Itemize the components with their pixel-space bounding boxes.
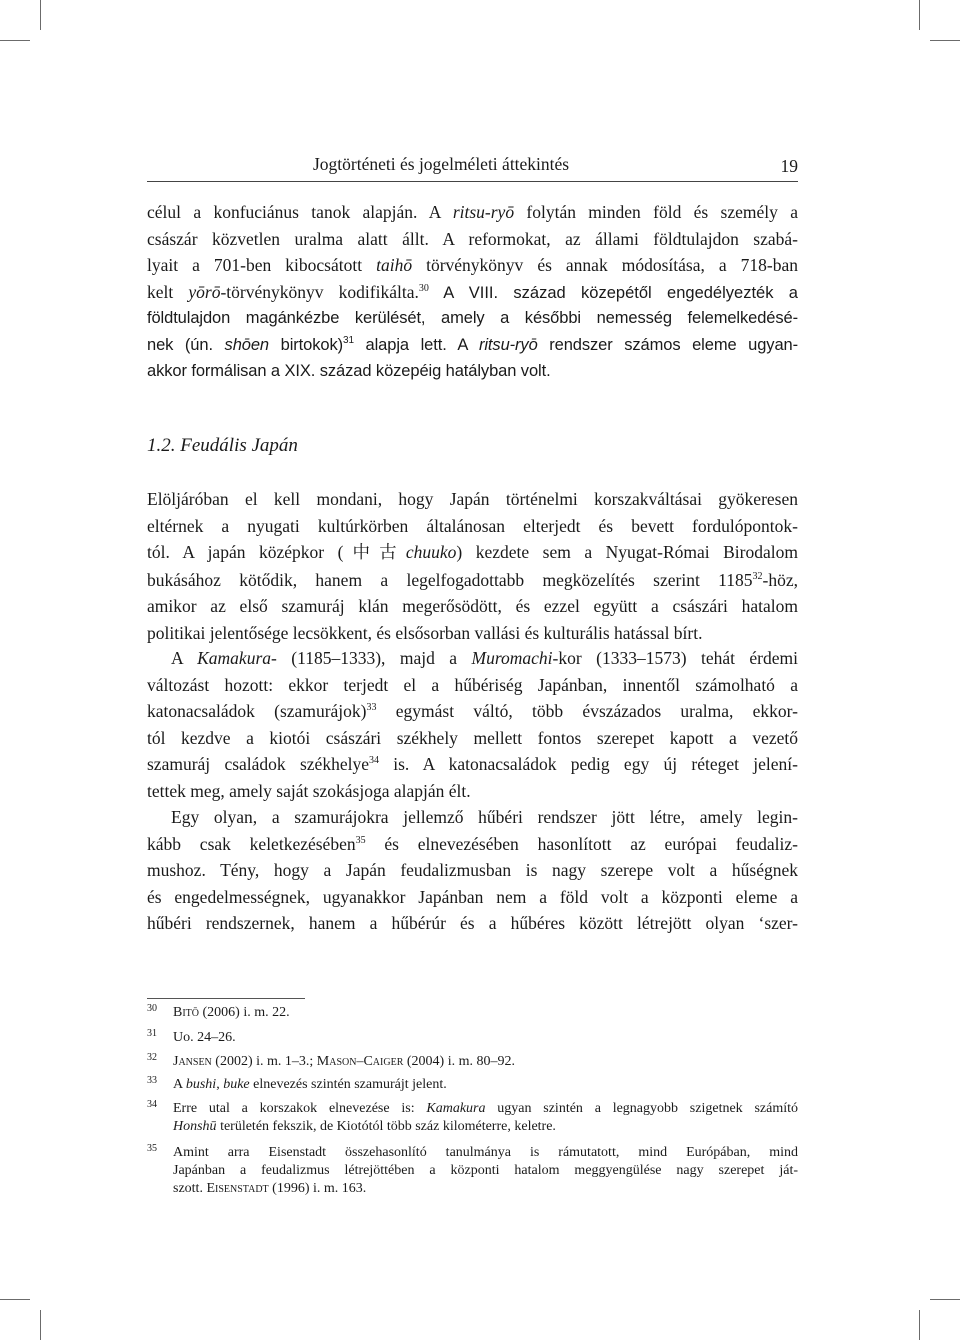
text-line: nek (ún. shōen birtokok)$^{31}$ alapja lett. A ritsu-ryō rendszer számos eleme ugyan- (147, 334, 798, 354)
text-line: amikor az első szamuráj klán megerősödött, és ezzel együtt a császári hatalom (147, 596, 798, 616)
text-line: császár közvetlen uralma alatt állt. A reformokat, az állami földtulajdon szabá- (147, 228, 798, 249)
text-line: kelt yōrō-törvénykönyv kodifikálta.$^{30}$ A VIII. század közepétől engedélyezték a (147, 281, 798, 302)
text-line: kább csak keletkezésében$^{35}$ és elnevezésében hasonlított az európai feudaliz- (147, 833, 798, 854)
text-line: akkor formálisan a XIX. század közepéig hatályban volt. (147, 362, 551, 380)
footnote-ref: 31 (343, 334, 354, 346)
text-line: bukásához kötődik, hanem a legelfogadottabb megközelítés szerint 1185$^{32}$-höz, (147, 569, 798, 590)
text-line: tól kezdve a kiotói császári székhely mellett fontos szerepet kapott a vezető (147, 727, 798, 748)
footnote-ref: 33 (366, 702, 377, 713)
paragraph-3 (147, 645, 798, 804)
footnote-number: 33 (147, 1075, 157, 1086)
text-line: Egy olyan, a szamurájokra jellemző hűbéri rendszer jött létre, amely legin- (171, 807, 798, 827)
text-line: katonacsaládok (szamurájok)$^{33}$ egymást váltó, több évszázados uralma, ekkor- (147, 701, 798, 721)
footnote-ref: 32 (752, 570, 763, 582)
paragraph-4 (147, 804, 798, 937)
text-line: célul a konfuciánus tanok alapján. A ritsu-ryō folytán minden föld és személy a (147, 202, 798, 222)
footnote-ref: 30 (418, 282, 429, 294)
text-line: szott. Eisenstadt (1996) i. m. 163. (173, 1181, 367, 1196)
footnote-ref: 35 (355, 834, 366, 846)
text-line: Erre utal a korszakok elnevezése is: Kamakura ugyan szintén a legnagyobb szigetnek számító (173, 1101, 798, 1116)
page-number: 19 (780, 156, 798, 176)
text-line: eltérnek a nyugati kultúrkörben általánosan elterjedt és bevett fordulópontok- (147, 515, 798, 536)
text-line: földtulajdon magánkézbe kerülését, amely a későbbi nemesség felemelkedésé- (147, 309, 798, 327)
text-line: lyait a 701-ben kibocsátott taihō törvénykönyv és annak módosítása, a 718-ban (147, 255, 798, 275)
paragraph-2 (147, 486, 798, 646)
footnote-ref: 34 (368, 755, 379, 766)
crop-mark (919, 1310, 920, 1340)
crop-mark (0, 1299, 30, 1300)
footnote-number: 34 (147, 1099, 157, 1110)
text-line: tettek meg, amely saját szokásjoga alapján élt. (147, 780, 471, 801)
crop-mark (40, 1310, 41, 1340)
running-head (147, 154, 798, 180)
running-title: Jogtörténeti és jogelméleti áttekintés (313, 154, 570, 174)
footnote-rule (147, 998, 305, 999)
text-line: és engedelmességnek, ugyanakkor Japánban nem a föld volt a központi eleme a (147, 886, 798, 907)
text-line: politikai jelentősége lecsökkent, és elsősorban vallási és kulturális hatással bírt. (147, 622, 703, 643)
text-line: változást hozott: ekkor terjedt el a hűbériség Japánban, innentől számolható a (147, 674, 798, 695)
paragraph-1 (147, 199, 798, 306)
footnote-number: 30 (147, 1003, 157, 1014)
text-line: A Kamakura- (1185–1333), majd a Muromachi-kor (1333–1573) tehát érdemi (171, 648, 798, 668)
crop-mark (930, 40, 960, 41)
section-heading: 1.2. Feudális Japán (147, 435, 298, 456)
text-line: Elöljáróban el kell mondani, hogy Japán történelmi korszakváltásai gyökeresen (147, 489, 798, 509)
footnote-number: 35 (147, 1143, 157, 1154)
text-line: Japánban a feudalizmus létrejöttében a központi hatalom meggyengülése nagy szerepet ját- (173, 1163, 798, 1178)
crop-mark (40, 0, 41, 30)
text-line: szamuráj családok székhelye$^{34}$ is. A katonacsaládok pedig egy új réteget jelení- (147, 754, 798, 774)
paragraph-1-cont (147, 305, 798, 385)
text-line: mushoz. Tény, hogy a Japán feudalizmusban is nagy szerepe volt a hűségnek (147, 860, 798, 880)
crop-mark (919, 0, 920, 30)
text-line: Honshū területén fekszik, de Kiotótól több száz kilométerre, keletre. (173, 1119, 556, 1134)
header-rule (147, 181, 798, 182)
crop-mark (0, 40, 30, 41)
kanji: 中古 (343, 543, 406, 563)
footnote-number: 31 (147, 1028, 157, 1039)
crop-mark (930, 1299, 960, 1300)
text-line: hűbéri rendszernek, hanem a hűbérúr és a hűbéres között létrejött olyan ‘szer- (147, 913, 798, 933)
text-line: tól. A japán középkor (中古chuuko) kezdete sem a Nyugat-Római Birodalom (147, 542, 798, 563)
text-line: Amint arra Eisenstadt összehasonlító tanulmánya is rámutatott, mind Európában, mind (173, 1145, 798, 1160)
footnote-number: 32 (147, 1052, 157, 1063)
